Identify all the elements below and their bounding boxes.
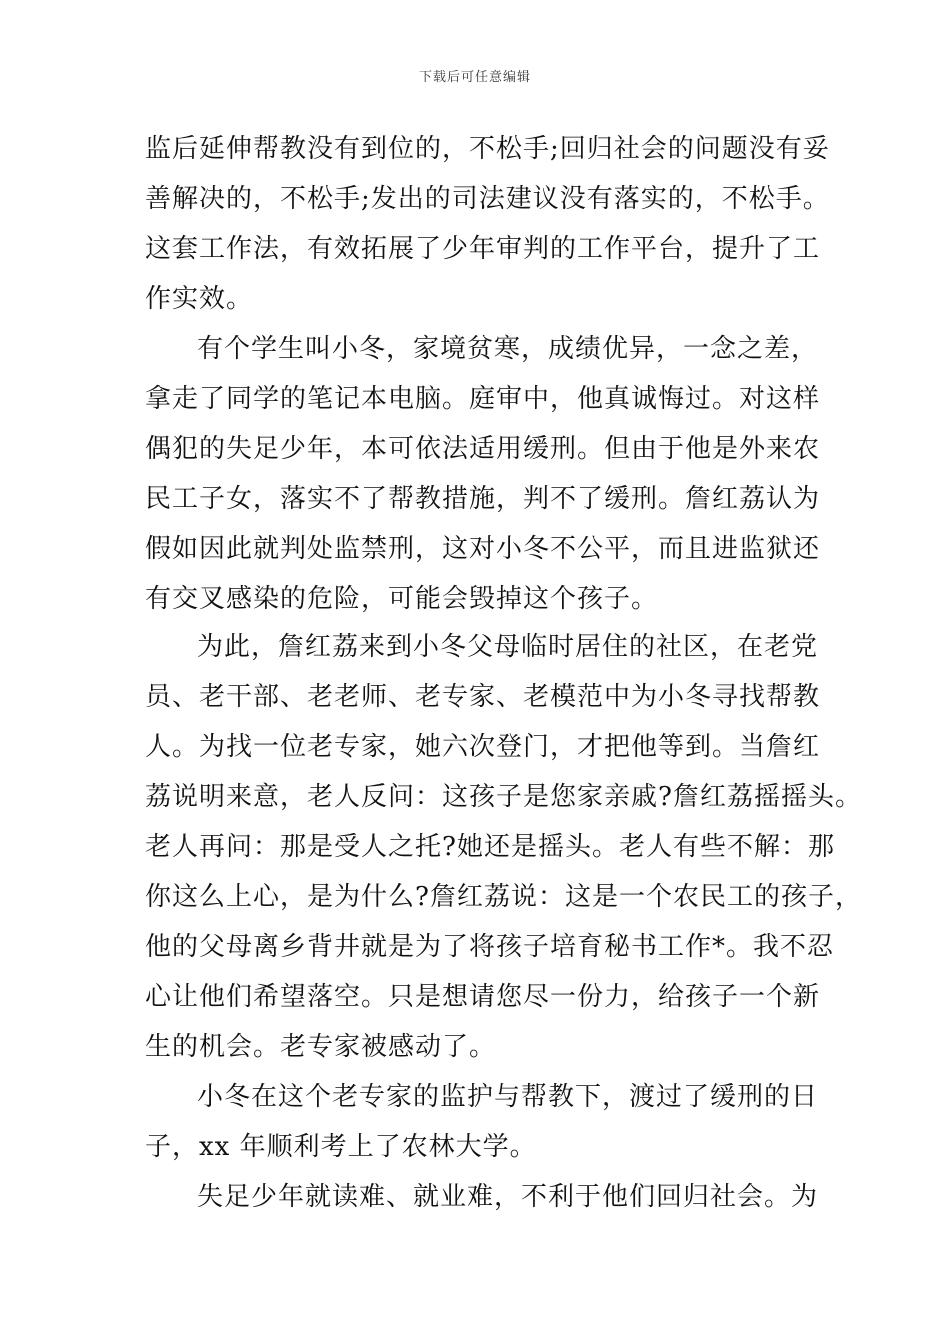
text-line: 人。为找一位老专家，她六次登门，才把他等到。当詹红 — [145, 732, 821, 762]
paragraph-first-line: 小冬在这个老专家的监护与帮教下，渡过了缓刑的日 — [197, 1082, 819, 1112]
text-line: 荔说明来意，老人反问：这孩子是您家亲戚?詹红荔摇摇头。 — [145, 782, 862, 812]
page-header: 下载后可任意编辑 — [418, 70, 531, 85]
paragraph-first-line: 失足少年就读难、就业难，不利于他们回归社会。为 — [197, 1182, 819, 1212]
text-line: 子，xx 年顺利考上了农林大学。 — [145, 1132, 537, 1162]
text-line: 偶犯的失足少年，本可依法适用缓刑。但由于他是外来农 — [145, 434, 821, 464]
text-line: 他的父母离乡背井就是为了将孩子培育秘书工作*。我不忍 — [145, 932, 835, 962]
text-line: 监后延伸帮教没有到位的，不松手;回归社会的问题没有妥 — [145, 134, 830, 164]
text-line: 老人再问：那是受人之托?她还是摇头。老人有些不解：那 — [145, 832, 835, 862]
text-line: 心让他们希望落空。只是想请您尽一份力，给孩子一个新 — [145, 982, 821, 1012]
text-line: 假如因此就判处监禁刑，这对小冬不公平，而且进监狱还 — [145, 534, 821, 564]
text-line: 拿走了同学的笔记本电脑。庭审中，他真诚悔过。对这样 — [145, 384, 821, 414]
text-line: 善解决的，不松手;发出的司法建议没有落实的，不松手。 — [145, 184, 830, 214]
text-line: 你这么上心，是为什么?詹红荔说：这是一个农民工的孩子， — [145, 882, 862, 912]
paragraph-first-line: 为此，詹红荔来到小冬父母临时居住的社区，在老党 — [197, 632, 819, 662]
text-line: 生的机会。老专家被感动了。 — [145, 1032, 497, 1062]
text-line: 作实效。 — [145, 284, 254, 314]
paragraph-first-line: 有个学生叫小冬，家境贫寒，成绩优异，一念之差， — [197, 334, 819, 364]
text-line: 民工子女，落实不了帮教措施，判不了缓刑。詹红荔认为 — [145, 484, 821, 514]
text-line: 有交叉感染的危险，可能会毁掉这个孩子。 — [145, 584, 659, 614]
text-line: 员、老干部、老老师、老专家、老模范中为小冬寻找帮教 — [145, 682, 821, 712]
text-line: 这套工作法，有效拓展了少年审判的工作平台，提升了工 — [145, 234, 821, 264]
